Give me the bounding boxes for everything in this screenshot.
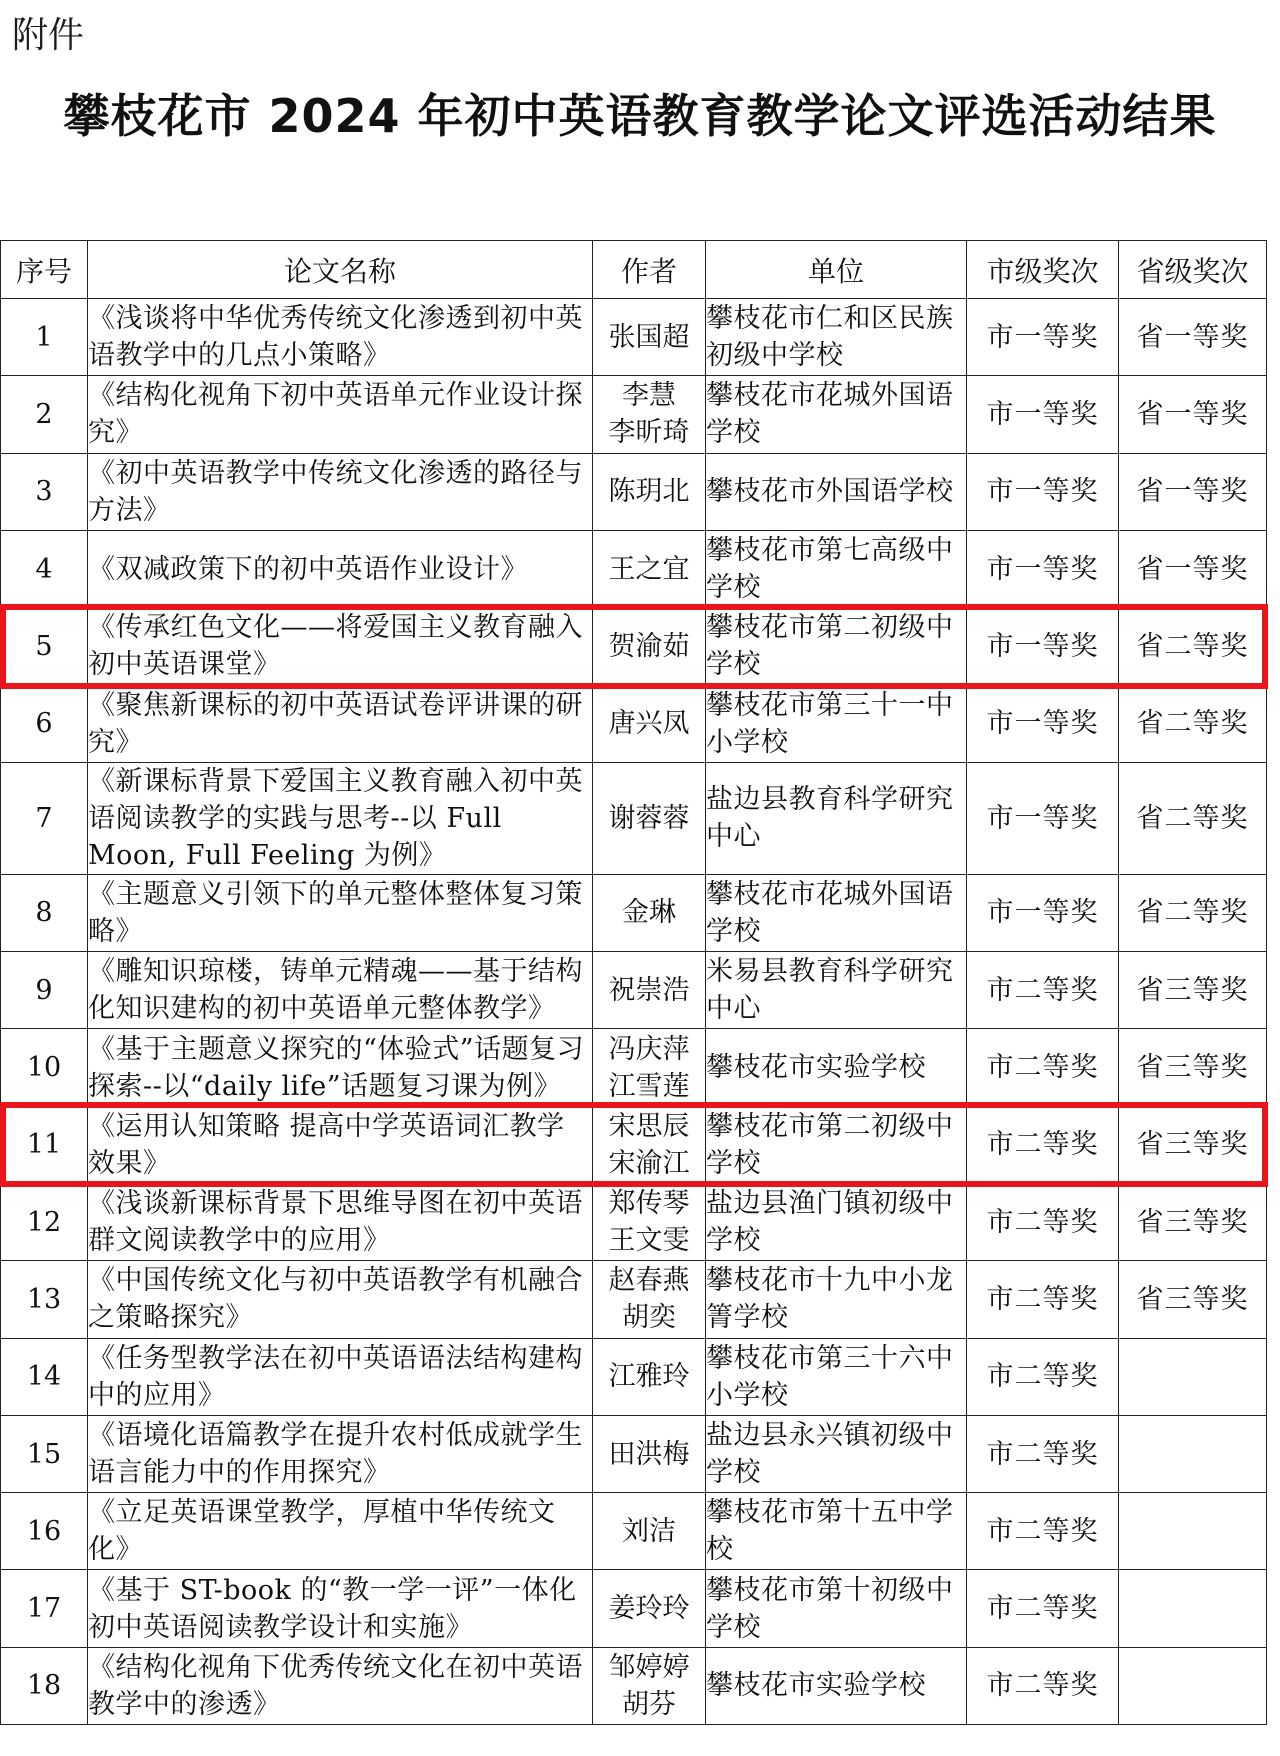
row-number: 17 [1,1570,88,1647]
province-award [1119,1570,1267,1647]
province-award: 省二等奖 [1119,685,1267,762]
header-unit: 单位 [706,241,967,299]
city-award: 市二等奖 [967,1647,1119,1724]
table-row [1,299,1267,376]
author-cell [593,1415,706,1492]
row-number: 1 [1,299,88,376]
row-number: 10 [1,1029,88,1106]
paper-title: 《浅谈将中华优秀传统文化渗透到初中英语教学中的几点小策略》 [88,299,593,376]
author-name: 陈玥北 [608,476,690,508]
city-award: 市二等奖 [967,1106,1119,1183]
author-cell [593,685,706,762]
author-cell [593,1493,706,1570]
paper-title: 《初中英语教学中传统文化渗透的路径与方法》 [88,453,593,530]
table-row [1,608,1267,685]
school-unit: 攀枝花市外国语学校 [706,453,967,530]
author-cell [593,1183,706,1260]
paper-title: 《双减政策下的初中英语作业设计》 [88,530,593,607]
city-award: 市一等奖 [967,685,1119,762]
table-body [1,299,1267,1725]
author-name: 金琳 [622,897,676,929]
row-number: 6 [1,685,88,762]
city-award: 市一等奖 [967,874,1119,951]
author-name: 宋思辰 [608,1110,690,1142]
school-unit: 攀枝花市第三十六中小学校 [706,1338,967,1415]
author-name: 宋渝江 [608,1147,690,1179]
table-row [1,530,1267,607]
row-number: 2 [1,376,88,453]
province-award: 省一等奖 [1119,376,1267,453]
table-row [1,1261,1267,1338]
school-unit: 攀枝花市第二初级中学校 [706,608,967,685]
school-unit: 攀枝花市实验学校 [706,1029,967,1106]
row-number: 8 [1,874,88,951]
school-unit: 盐边县永兴镇初级中学校 [706,1415,967,1492]
author-name: 唐兴凤 [608,708,690,740]
author-cell [593,1261,706,1338]
author-name: 祝崇浩 [608,974,690,1006]
school-unit: 攀枝花市第七高级中学校 [706,530,967,607]
school-unit: 攀枝花市第十五中学校 [706,1493,967,1570]
paper-title: 《浅谈新课标背景下思维导图在初中英语群文阅读教学中的应用》 [88,1183,593,1260]
province-award [1119,1415,1267,1492]
author-name: 王之宜 [608,553,690,585]
province-award [1119,1493,1267,1570]
paper-title: 《立足英语课堂教学，厚植中华传统文化》 [88,1493,593,1570]
school-unit: 攀枝花市第十初级中学校 [706,1570,967,1647]
author-name: 冯庆萍 [608,1033,690,1065]
city-award: 市二等奖 [967,1261,1119,1338]
author-name: 刘洁 [622,1515,676,1547]
row-number: 13 [1,1261,88,1338]
author-cell [593,453,706,530]
row-number: 18 [1,1647,88,1724]
author-name: 江雅玲 [608,1361,690,1393]
header-author: 作者 [593,241,706,299]
author-name: 江雪莲 [608,1070,690,1102]
author-cell [593,376,706,453]
table-row [1,453,1267,530]
author-cell [593,1106,706,1183]
author-name: 李昕琦 [608,417,690,449]
row-number: 16 [1,1493,88,1570]
row-number: 11 [1,1106,88,1183]
table-row [1,874,1267,951]
author-name: 李慧 [622,380,676,412]
author-name: 赵春燕 [608,1265,690,1297]
province-award: 省二等奖 [1119,608,1267,685]
province-award: 省三等奖 [1119,1261,1267,1338]
header-row [1,241,1267,299]
city-award: 市二等奖 [967,952,1119,1029]
province-award: 省三等奖 [1119,1029,1267,1106]
author-name: 贺渝茹 [608,630,690,662]
author-name: 胡芬 [622,1688,676,1720]
document-title: 攀枝花市 2024 年初中英语教育教学论文评选活动结果 [63,89,1217,143]
table-row [1,376,1267,453]
row-number: 15 [1,1415,88,1492]
table-row [1,1029,1267,1106]
author-name: 谢蓉蓉 [608,802,690,834]
city-award: 市一等奖 [967,299,1119,376]
author-name: 胡奕 [622,1302,676,1334]
header-city-award: 市级奖次 [967,241,1119,299]
paper-title: 《语境化语篇教学在提升农村低成就学生语言能力中的作用探究》 [88,1415,593,1492]
province-award [1119,1647,1267,1724]
author-name: 张国超 [608,321,690,353]
paper-title: 《新课标背景下爱国主义教育融入初中英语阅读教学的实践与思考--以 Full Moon, Full Feeling 为例》 [88,762,593,874]
paper-title: 《传承红色文化——将爱国主义教育融入初中英语课堂》 [88,608,593,685]
row-number: 5 [1,608,88,685]
city-award: 市一等奖 [967,376,1119,453]
city-award: 市一等奖 [967,762,1119,874]
table-header [1,241,1267,299]
header-title: 论文名称 [88,241,593,299]
paper-title: 《中国传统文化与初中英语教学有机融合之策略探究》 [88,1261,593,1338]
city-award: 市二等奖 [967,1338,1119,1415]
author-cell [593,1570,706,1647]
school-unit: 盐边县教育科学研究中心 [706,762,967,874]
author-cell [593,530,706,607]
paper-title: 《结构化视角下初中英语单元作业设计探究》 [88,376,593,453]
school-unit: 攀枝花市实验学校 [706,1647,967,1724]
results-table [0,240,1267,1725]
city-award: 市二等奖 [967,1493,1119,1570]
paper-title: 《主题意义引领下的单元整体整体复习策略》 [88,874,593,951]
school-unit: 攀枝花市仁和区民族初级中学校 [706,299,967,376]
province-award [1119,1338,1267,1415]
school-unit: 攀枝花市花城外国语学校 [706,376,967,453]
author-name: 王文雯 [608,1225,690,1257]
province-award: 省二等奖 [1119,762,1267,874]
paper-title: 《雕知识琼楼，铸单元精魂——基于结构化知识建构的初中英语单元整体教学》 [88,952,593,1029]
school-unit: 攀枝花市十九中小龙箐学校 [706,1261,967,1338]
row-number: 9 [1,952,88,1029]
author-cell [593,874,706,951]
school-unit: 攀枝花市第三十一中小学校 [706,685,967,762]
author-name: 姜玲玲 [608,1593,690,1625]
attachment-label: 附件 [12,15,85,56]
author-cell [593,762,706,874]
row-number: 3 [1,453,88,530]
city-award: 市二等奖 [967,1570,1119,1647]
school-unit: 盐边县渔门镇初级中学校 [706,1183,967,1260]
author-name: 田洪梅 [608,1438,690,1470]
row-number: 7 [1,762,88,874]
author-cell [593,1338,706,1415]
author-cell [593,1647,706,1724]
table-row [1,1106,1267,1183]
school-unit: 攀枝花市第二初级中学校 [706,1106,967,1183]
author-cell [593,299,706,376]
author-cell [593,952,706,1029]
table-row [1,1415,1267,1492]
city-award: 市一等奖 [967,530,1119,607]
author-cell [593,608,706,685]
table-row [1,1183,1267,1260]
school-unit: 攀枝花市花城外国语学校 [706,874,967,951]
province-award: 省三等奖 [1119,1183,1267,1260]
table-row [1,762,1267,874]
city-award: 市二等奖 [967,1029,1119,1106]
province-award: 省一等奖 [1119,453,1267,530]
header-province-award: 省级奖次 [1119,241,1267,299]
author-cell [593,1029,706,1106]
province-award: 省二等奖 [1119,874,1267,951]
header-no: 序号 [1,241,88,299]
paper-title: 《基于 ST-book 的“教一学一评”一体化初中英语阅读教学设计和实施》 [88,1570,593,1647]
row-number: 14 [1,1338,88,1415]
author-name: 郑传琴 [608,1188,690,1220]
table-row [1,952,1267,1029]
table-row [1,1338,1267,1415]
table-row [1,685,1267,762]
table-row [1,1570,1267,1647]
province-award: 省三等奖 [1119,952,1267,1029]
province-award: 省三等奖 [1119,1106,1267,1183]
author-name: 邹婷婷 [608,1651,690,1683]
paper-title: 《聚焦新课标的初中英语试卷评讲课的研究》 [88,685,593,762]
school-unit: 米易县教育科学研究中心 [706,952,967,1029]
city-award: 市二等奖 [967,1183,1119,1260]
city-award: 市二等奖 [967,1415,1119,1492]
row-number: 12 [1,1183,88,1260]
table-row [1,1647,1267,1724]
city-award: 市一等奖 [967,453,1119,530]
paper-title: 《任务型教学法在初中英语语法结构建构中的应用》 [88,1338,593,1415]
row-number: 4 [1,530,88,607]
table-row [1,1493,1267,1570]
city-award: 市一等奖 [967,608,1119,685]
paper-title: 《基于主题意义探究的“体验式”话题复习探索--以“daily life”话题复习课为例》 [88,1029,593,1106]
paper-title: 《运用认知策略 提高中学英语词汇教学效果》 [88,1106,593,1183]
province-award: 省一等奖 [1119,530,1267,607]
paper-title: 《结构化视角下优秀传统文化在初中英语教学中的渗透》 [88,1647,593,1724]
province-award: 省一等奖 [1119,299,1267,376]
